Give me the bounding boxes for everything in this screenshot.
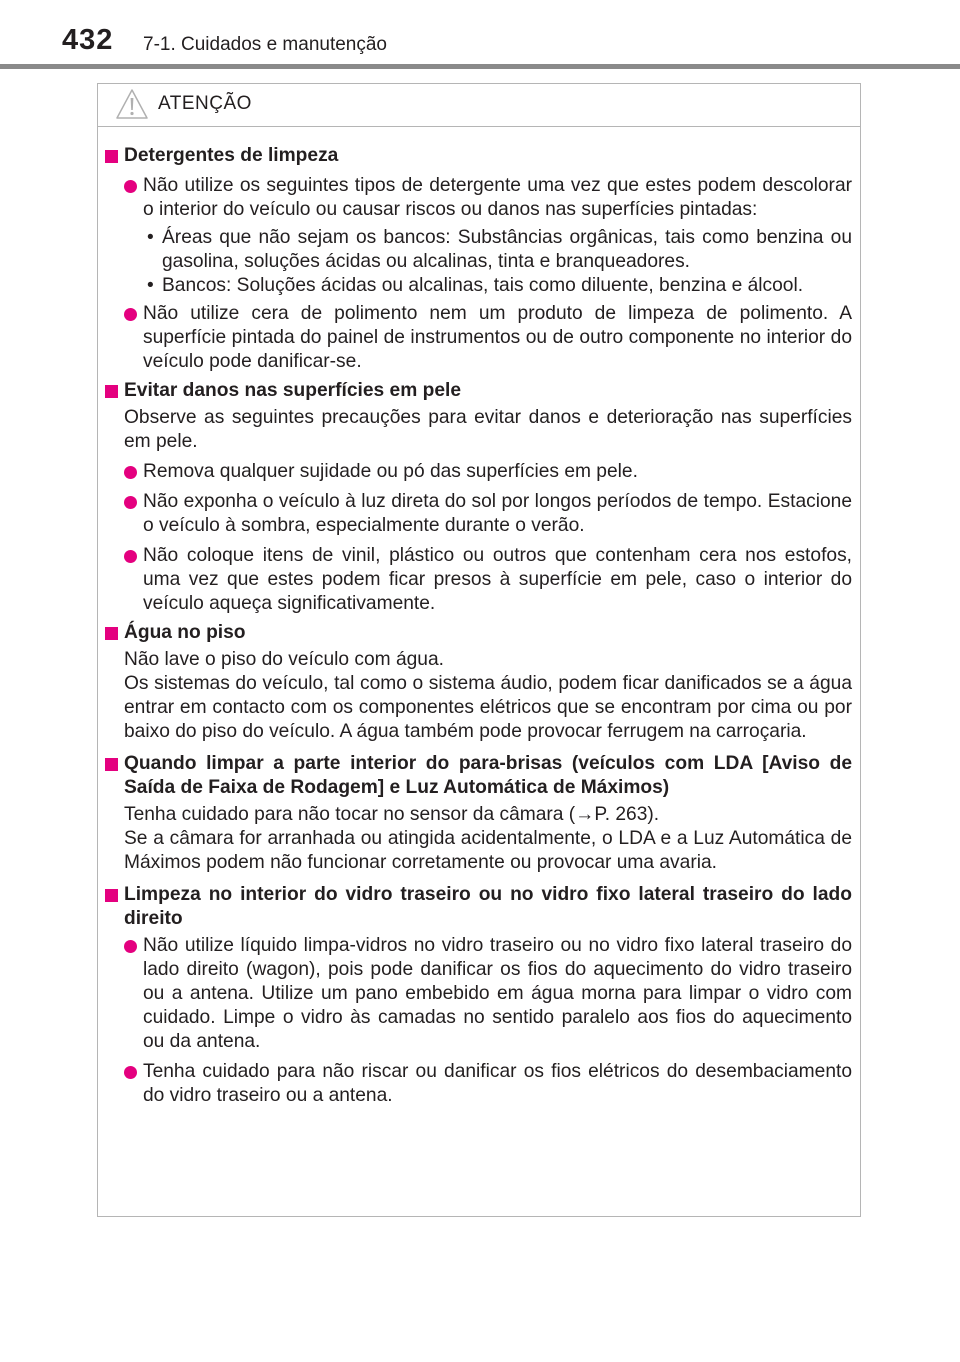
- list-item: Não utilize os seguintes tipos de detergente uma vez que estes podem descolorar o interior do veículo ou causar riscos ou danos nas superfícies pintadas:: [105, 174, 852, 222]
- round-bullet-icon: [124, 940, 137, 953]
- sub-list-item: • Bancos: Soluções ácidas ou alcalinas, tais como diluente, benzina e álcool.: [147, 275, 804, 296]
- list-item: Não utilize líquido limpa-vidros no vidro traseiro ou no vidro fixo lateral traseiro do lado direito (wagon), pois pode danificar os fios do aquecimento do vidro traseiro ou a antena. Utilize um pano embebido em água morna para limpar o vidro com cuidado. Limpe o vidro às camadas no sentido paralelo aos fios do aquecimento ou da antena.: [105, 934, 852, 1054]
- list-item: Não coloque itens de vinil, plástico ou outros que contenham cera nos estofos, uma vez que estes podem ficar presos à superfície em pele, caso o interior do veículo aqueça significativamente.: [105, 544, 852, 616]
- warning-box: [97, 83, 861, 1217]
- paragraph: Os sistemas do veículo, tal como o sistema áudio, podem ficar danificados se a água entrar em contacto com os componentes elétricos que se encontram por cima ou por baixo do piso do veículo. A água também pode provocar ferrugem na carroçaria.: [124, 673, 852, 742]
- square-bullet-icon: [105, 889, 118, 902]
- round-bullet-icon: [124, 180, 137, 193]
- paragraph: Observe as seguintes precauções para evitar danos e deterioração nas superfícies em pele.: [124, 407, 852, 452]
- square-bullet-icon: [105, 150, 118, 163]
- paragraph: Não lave o piso do veículo com água.: [124, 649, 444, 670]
- round-bullet-icon: [124, 308, 137, 321]
- sub-list-item: • Áreas que não sejam os bancos: Substâncias orgânicas, tais como benzina ou gasolina, soluções ácidas ou alcalinas, tinta e branqueadores.: [147, 227, 852, 272]
- page-header: [0, 0, 960, 70]
- paragraph: Se a câmara for arranhada ou atingida acidentalmente, o LDA e a Luz Automática de Máximos podem não funcionar corretamente ou provocar uma avaria.: [124, 828, 852, 873]
- square-bullet-icon: [105, 385, 118, 398]
- warning-triangle-icon: [115, 87, 149, 121]
- warning-box-header: [98, 84, 860, 127]
- square-bullet-icon: [105, 627, 118, 640]
- section-title: 7-1. Cuidados e manutenção: [143, 34, 387, 55]
- warning-title: ATENÇÃO: [158, 93, 252, 114]
- list-item: Não utilize cera de polimento nem um produto de limpeza de polimento. A superfície pintada do painel de instrumentos ou de outro componente no interior do veículo pode danificar-se.: [105, 302, 852, 374]
- section-heading: Quando limpar a parte interior do para-brisas (veículos com LDA [Aviso de Saída de Faixa de Rodagem] e Luz Automática de Máximos): [105, 752, 852, 800]
- round-bullet-icon: [124, 550, 137, 563]
- section-heading: Água no piso: [105, 621, 852, 645]
- page-number: 432: [62, 24, 114, 56]
- section-heading: Evitar danos nas superfícies em pele: [105, 379, 852, 403]
- bullet-mark: •: [147, 227, 154, 248]
- round-bullet-icon: [124, 496, 137, 509]
- list-item: Tenha cuidado para não riscar ou danificar os fios elétricos do desembaciamento do vidro traseiro ou a antena.: [105, 1060, 852, 1108]
- round-bullet-icon: [124, 466, 137, 479]
- square-bullet-icon: [105, 758, 118, 771]
- round-bullet-icon: [124, 1066, 137, 1079]
- paragraph: Tenha cuidado para não tocar no sensor da câmara (→P. 263).: [124, 804, 660, 825]
- warning-content: [98, 127, 860, 1108]
- section-heading: Limpeza no interior do vidro traseiro ou no vidro fixo lateral traseiro do lado direito: [105, 883, 852, 931]
- bullet-mark: •: [147, 275, 154, 296]
- section-heading: Detergentes de limpeza: [105, 144, 852, 168]
- header-rule: [0, 64, 960, 69]
- list-item: Não exponha o veículo à luz direta do sol por longos períodos de tempo. Estacione o veículo à sombra, especialmente durante o verão.: [105, 490, 852, 538]
- list-item: Remova qualquer sujidade ou pó das superfícies em pele.: [105, 460, 852, 484]
